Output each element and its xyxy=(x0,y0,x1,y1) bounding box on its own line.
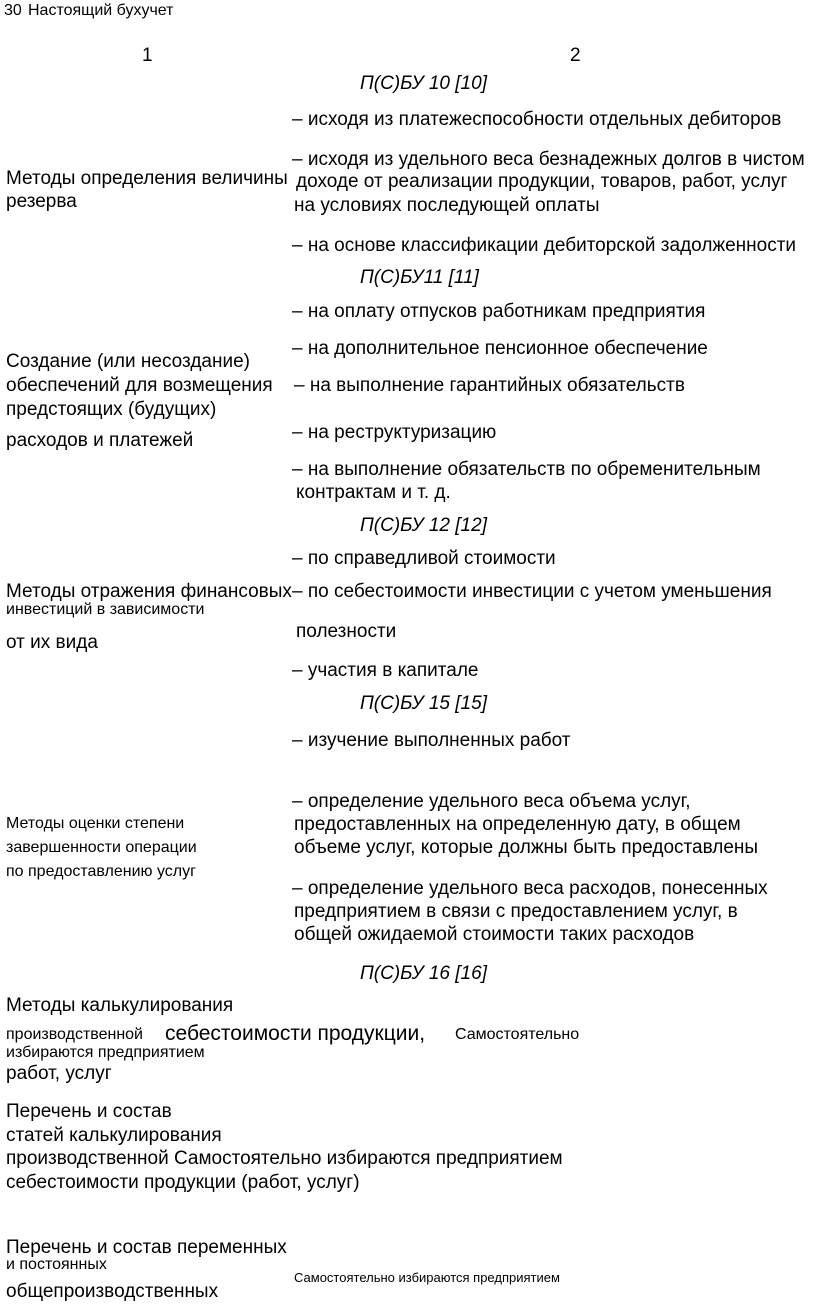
right-line: общей ожидаемой стоимости таких расходов xyxy=(294,924,695,945)
left-line: работ, услуг xyxy=(6,1063,112,1084)
standard-heading: П(С)БУ 16 [16] xyxy=(360,963,487,984)
right-line: – на основе классификации дебиторской задолженности xyxy=(292,235,797,256)
left-line: Методы калькулирования xyxy=(6,995,234,1016)
running-title: Настоящий бухучет xyxy=(28,2,174,19)
right-line: Самостоятельно xyxy=(455,1026,580,1043)
left-line: избираются предприятием xyxy=(6,1044,205,1061)
left-line: Перечень и состав переменных xyxy=(6,1237,287,1258)
column-header-1: 1 xyxy=(142,45,153,66)
left-line: Методы оценки степени xyxy=(6,815,185,832)
right-line: предприятием в связи с предоставлением услуг, в xyxy=(294,901,738,922)
right-line: – по справедливой стоимости xyxy=(292,548,556,569)
right-line: – участия в капитале xyxy=(292,660,479,681)
right-line: – на оплату отпусков работникам предприятия xyxy=(292,301,706,322)
right-line: – определение удельного веса объема услуг, xyxy=(292,791,691,812)
right-line: – определение удельного веса расходов, понесенных xyxy=(292,878,768,899)
standard-heading: П(С)БУ 15 [15] xyxy=(360,693,487,714)
right-line: – исходя из удельного веса безнадежных долгов в чистом xyxy=(292,149,805,170)
left-line: общепроизводственных xyxy=(6,1281,219,1302)
standard-heading: П(С)БУ 12 [12] xyxy=(360,515,487,536)
left-line: резерва xyxy=(6,191,77,212)
right-line: контрактам и т. д. xyxy=(296,482,451,503)
left-line: и постоянных xyxy=(6,1256,107,1273)
left-line: производственной Самостоятельно избираются предприятием xyxy=(6,1148,563,1169)
right-line: – изучение выполненных работ xyxy=(292,730,571,751)
right-line: – на дополнительное пенсионное обеспечение xyxy=(292,338,708,359)
left-line: расходов и платежей xyxy=(6,430,194,451)
right-line: объеме услуг, которые должны быть предоставлены xyxy=(294,837,759,858)
right-line: на условиях последующей оплаты xyxy=(294,195,600,216)
left-line: по предоставлению услуг xyxy=(6,863,196,880)
left-line: Перечень и состав xyxy=(6,1101,172,1122)
right-line: – на выполнение гарантийных обязательств xyxy=(294,375,685,396)
left-line: Методы отражения финансовых xyxy=(6,581,292,602)
left-line: статей калькулирования xyxy=(6,1125,222,1146)
standard-heading: П(С)БУ 10 [10] xyxy=(360,73,487,94)
left-line: от их вида xyxy=(6,632,98,653)
left-line: обеспечений для возмещения xyxy=(6,375,273,396)
left-line: завершенности операции xyxy=(6,839,197,856)
right-line: предоставленных на определенную дату, в общем xyxy=(294,814,741,835)
right-line: полезности xyxy=(296,621,397,642)
left-line: предстоящих (будущих) xyxy=(6,399,217,420)
left-line: себестоимости продукции, xyxy=(165,1022,426,1045)
right-line: – на реструктуризацию xyxy=(292,422,497,443)
left-line: производственной xyxy=(6,1026,143,1043)
column-header-2: 2 xyxy=(570,45,581,66)
right-line: – на выполнение обязательств по обременительным xyxy=(292,459,761,480)
right-line: доходе от реализации продукции, товаров, работ, услуг xyxy=(296,171,788,192)
standard-heading: П(С)БУ11 [11] xyxy=(360,267,479,288)
left-line: Методы определения величины xyxy=(6,168,288,189)
left-line: себестоимости продукции (работ, услуг) xyxy=(6,1172,360,1193)
left-line: Создание (или несоздание) xyxy=(6,351,250,372)
right-line: – по себестоимости инвестиции с учетом уменьшения xyxy=(292,581,772,602)
right-line: Самостоятельно избираются предприятием xyxy=(294,1270,560,1285)
right-line: – исходя из платежеспособности отдельных дебиторов xyxy=(292,109,782,130)
page-number: 30 xyxy=(4,2,22,19)
left-line: инвестиций в зависимости xyxy=(6,601,205,618)
